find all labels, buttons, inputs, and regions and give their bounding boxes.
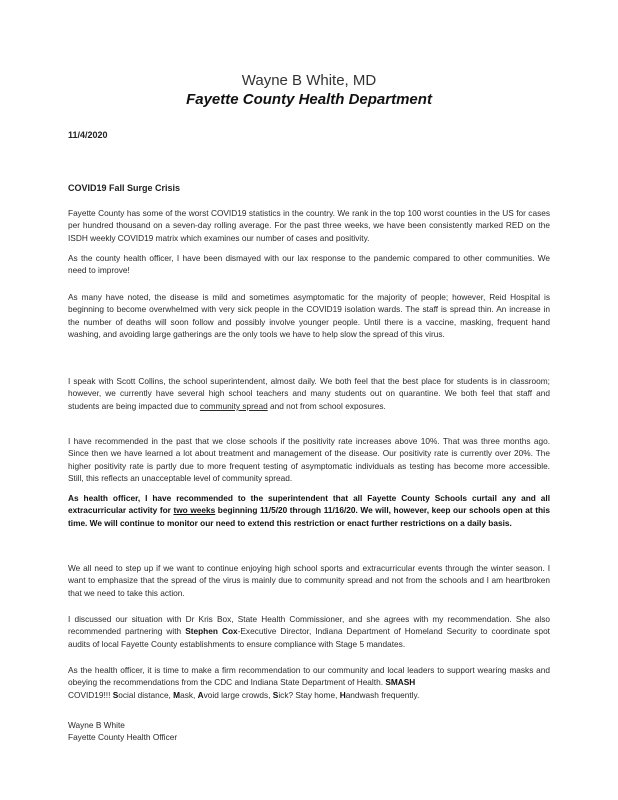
paragraph-superintendent-text: I speak with Scott Collins, the school superintendent, almost daily. We both feel that the best place for students is in classroom; however, we currently have several high school teachers and many students out on quarantine. We both feel that staff and students are being impacted due to <box>68 376 550 411</box>
mask-text: ask, <box>180 689 198 700</box>
smash-h-bold: H <box>339 689 346 700</box>
smash-m-bold: M <box>173 689 181 700</box>
paragraph-statistics: Fayette County has some of the worst COVID19 statistics in the country. We rank in the top 100 worst counties in the US for cases per hundred thousand on a seven-day rolling average. For the past three weeks, we have been consistently marked RED on the ISDH weekly COVID19 matrix which examines our number of cases and positivity. <box>68 208 550 243</box>
paragraph-commissioner <box>68 613 550 650</box>
paragraph-hospital: As many have noted, the disease is mild and sometimes asymptomatic for the majority of people; however, Reid Hospital is beginning to become overwhelmed with very sick people in the COVID19 isolation wards. The staff is spread thin. An increase in the number of deaths will soon follow and possibly involve younger people. Until there is a vaccine, masking, frequent hand washing, and avoiding large gatherings are the only tools we have to help slow the spread of this virus. <box>68 292 550 340</box>
letter-date: 11/4/2020 <box>68 130 108 140</box>
paragraph-commissioner-text: I discussed our situation with Dr Kris Box, State Health Commissioner, and she agrees with my recommendation. She also recommended partnering with <box>68 614 550 637</box>
two-weeks-underline: two weeks <box>173 505 216 516</box>
letterhead <box>0 72 618 110</box>
paragraph-sports: We all need to step up if we want to continue enjoying high school sports and extracurricular events through the winter season. I want to emphasize that the spread of the virus is mainly due to community spread and not from the schools and I am heartbroken that we need to take this action. <box>68 563 550 598</box>
smash-a-bold: A <box>197 689 204 700</box>
paragraph-smash-text: As the health officer, it is time to make a firm recommendation to our community and local leaders to support wearing masks and obeying the recommendations from the CDC and Indiana State Department of Health. <box>68 665 550 688</box>
paragraph-commissioner-end: -Executive Director, Indiana Department of Homeland Security to coordinate spot audits of local Fayette County establishments to ensure compliance with Stage 5 mandates. <box>68 626 550 649</box>
paragraph-superintendent <box>68 375 550 412</box>
smash-bold: SMASH <box>385 677 416 688</box>
sick-stay-home-text: ick? Stay home, <box>278 689 340 700</box>
covid19-exclaim: COVID19!!! <box>68 689 113 700</box>
paragraph-superintendent-end: and not from school exposures. <box>267 400 386 411</box>
paragraph-recommendation <box>68 492 550 529</box>
letter-subject: COVID19 Fall Surge Crisis <box>68 183 181 193</box>
community-spread-underline: community spread <box>199 400 268 411</box>
avoid-crowds-text: void large crowds, <box>203 689 273 700</box>
social-distance-text: ocial distance, <box>118 689 174 700</box>
stephen-cox-bold: Stephen Cox <box>185 626 238 637</box>
signature-block <box>68 719 177 744</box>
handwash-text: andwash frequently. <box>345 689 420 700</box>
paragraph-smash <box>68 664 550 701</box>
smash-s-bold: S <box>112 689 119 700</box>
letterhead-name: Wayne B White, MD <box>241 72 377 89</box>
paragraph-recommendation-end: beginning 11/5/20 through 11/16/20. We will, however, keep our schools open at this time. We will continue to monitor our need to extend this restriction or enact further restrictions on a daily basis. <box>68 505 550 528</box>
letterhead-organization: Fayette County Health Department <box>186 91 432 108</box>
smash-s2-bold: S <box>272 689 279 700</box>
paragraph-recommendation-text: As health officer, I have recommended to the superintendent that all Fayette County Schools curtail any and all extracurricular activity for <box>68 493 550 516</box>
paragraph-response: As the county health officer, I have been dismayed with our lax response to the pandemic compared to other communities. We need to improve! <box>68 253 550 276</box>
paragraph-positivity: I have recommended in the past that we close schools if the positivity rate increases above 10%. That was three months ago. Since then we have learned a lot about treatment and management of the disease. Our positivity rate is currently over 20%. The higher positivity rate is partly due to more frequent testing of asymptomatic individuals as testing has become more accessible. Still, this reflects an unacceptable level of community spread. <box>68 436 550 484</box>
signature-name: Wayne B White <box>68 720 125 730</box>
signature-title: Fayette County Health Officer <box>68 732 178 743</box>
